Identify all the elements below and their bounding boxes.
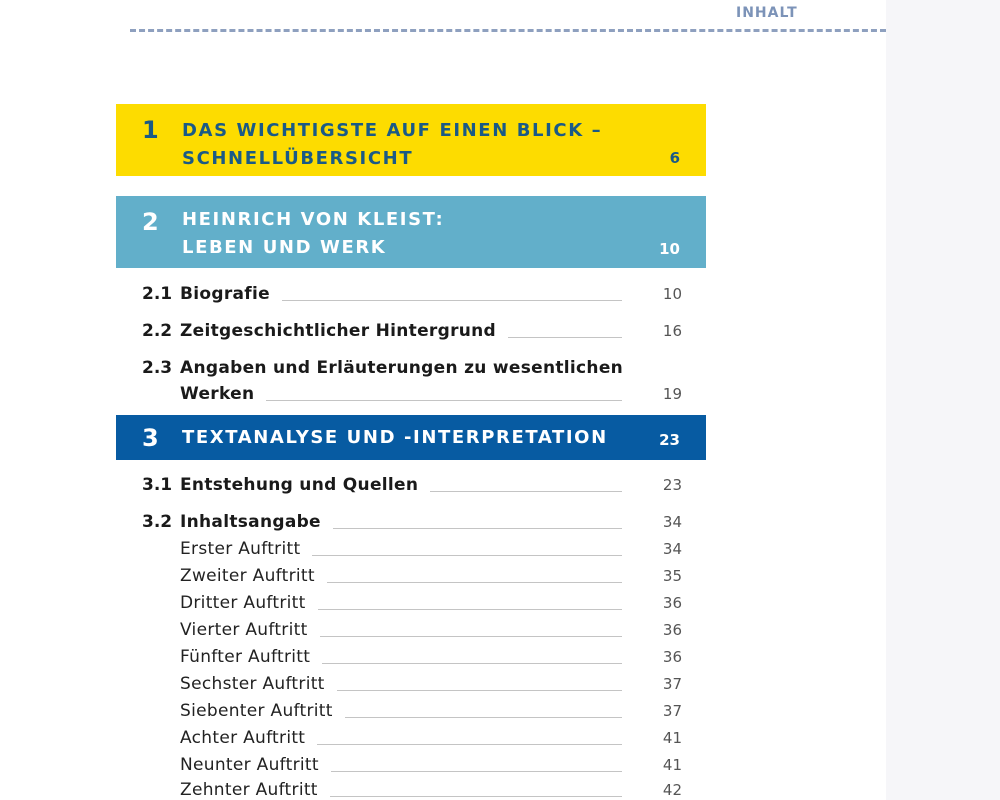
page-number: 36 <box>662 648 682 666</box>
toc-entry-row <box>180 778 682 800</box>
page-number: 34 <box>662 513 682 531</box>
toc-subentry[interactable] <box>140 645 682 669</box>
subsection-label: Vierter Auftritt <box>180 620 308 640</box>
dot-leader <box>337 689 622 691</box>
section-number: 2.3 <box>142 358 173 378</box>
toc-entry-row <box>180 672 682 696</box>
section-label-line-2: Werken <box>180 384 255 404</box>
toc-subentry[interactable] <box>140 591 682 615</box>
subsection-label: Dritter Auftritt <box>180 593 306 613</box>
chapter-3-banner[interactable] <box>116 415 706 460</box>
toc-entry-2-3[interactable] <box>140 356 682 406</box>
dot-leader <box>282 299 622 301</box>
section-label: Biografie <box>180 284 270 304</box>
dot-leader <box>320 635 622 637</box>
dot-leader <box>312 554 622 556</box>
toc-entry-row <box>180 510 682 534</box>
subsection-label: Erster Auftritt <box>180 539 301 559</box>
chapter-title-line: DAS WICHTIGSTE AUF EINEN BLICK – <box>182 120 603 141</box>
chapter-page-number: 23 <box>659 431 680 449</box>
page-number: 36 <box>662 621 682 639</box>
page-number: 41 <box>662 756 682 774</box>
page-number: 19 <box>662 385 682 403</box>
subsection-label: Neunter Auftritt <box>180 755 319 775</box>
dot-leader <box>345 716 622 718</box>
toc-entry-3-1[interactable] <box>140 473 682 497</box>
toc-subentry[interactable] <box>140 672 682 696</box>
toc-entry-row <box>180 473 682 497</box>
section-label: Zeitgeschichtlicher Hintergrund <box>180 321 497 341</box>
chapter-title-line: HEINRICH VON KLEIST: <box>182 209 445 230</box>
chapter-2-banner[interactable] <box>116 196 706 268</box>
subsection-label: Achter Auftritt <box>180 728 306 748</box>
page-number: 10 <box>662 285 682 303</box>
running-head: INHALT <box>736 5 798 21</box>
chapter-number: 1 <box>142 116 159 144</box>
page-number: 23 <box>662 476 682 494</box>
dot-leader <box>317 743 622 745</box>
subsection-label: Fünfter Auftritt <box>180 647 311 667</box>
toc-subentry[interactable] <box>140 726 682 750</box>
toc-entry-row <box>180 618 682 642</box>
page-number: 36 <box>662 594 682 612</box>
section-number: 2.1 <box>142 284 173 304</box>
page-number: 41 <box>662 729 682 747</box>
dot-leader <box>322 662 622 664</box>
toc-entry-row <box>180 537 682 561</box>
toc-entry-row <box>180 282 682 306</box>
dot-leader <box>318 608 622 610</box>
section-number: 3.1 <box>142 475 173 495</box>
dot-leader <box>327 581 622 583</box>
subsection-label: Siebenter Auftritt <box>180 701 333 721</box>
page-number: 35 <box>662 567 682 585</box>
dot-leader <box>508 336 622 338</box>
toc-entry-2-2[interactable] <box>140 319 682 343</box>
page-number: 42 <box>662 781 682 799</box>
toc-subentry[interactable] <box>140 778 682 800</box>
toc-subentry[interactable] <box>140 699 682 723</box>
dot-leader <box>333 527 622 529</box>
chapter-1-banner[interactable] <box>116 104 706 176</box>
subsection-label: Sechster Auftritt <box>180 674 325 694</box>
section-number: 3.2 <box>142 512 173 532</box>
toc-subentry[interactable] <box>140 564 682 588</box>
toc-subentry[interactable] <box>140 537 682 561</box>
page-number: 16 <box>662 322 682 340</box>
chapter-title <box>182 206 444 262</box>
section-number: 2.2 <box>142 321 173 341</box>
section-label-line-1: Angaben und Erläuterungen zu wesentlichen <box>180 358 624 378</box>
dot-leader <box>266 399 622 401</box>
chapter-number: 2 <box>142 208 159 236</box>
dot-leader <box>331 770 622 772</box>
chapter-title-line: LEBEN UND WERK <box>182 237 387 258</box>
toc-entry-row <box>180 319 682 343</box>
toc-entry-row <box>180 753 682 777</box>
dot-leader <box>330 795 622 797</box>
dot-leader <box>430 490 622 492</box>
toc-entry-row <box>180 726 682 750</box>
toc-entry-row <box>180 564 682 588</box>
subsection-label: Zehnter Auftritt <box>180 780 318 800</box>
toc-entry-row <box>180 699 682 723</box>
toc-subentry[interactable] <box>140 753 682 777</box>
toc-entry-row <box>180 591 682 615</box>
chapter-page-number: 10 <box>659 240 680 258</box>
page-number: 37 <box>662 675 682 693</box>
subsection-label: Zweiter Auftritt <box>180 566 315 586</box>
chapter-number: 3 <box>142 424 159 452</box>
chapter-title-line: SCHNELLÜBERSICHT <box>182 148 414 169</box>
section-label: Inhaltsangabe <box>180 512 321 532</box>
page-number: 34 <box>662 540 682 558</box>
toc-entry-2-1[interactable] <box>140 282 682 306</box>
section-label: Entstehung und Quellen <box>180 475 419 495</box>
toc-entry-row <box>180 645 682 669</box>
chapter-page-number: 6 <box>669 149 680 167</box>
toc-entry-row <box>180 382 682 406</box>
page-number: 37 <box>662 702 682 720</box>
chapter-title: TEXTANALYSE UND -INTERPRETATION <box>182 427 608 448</box>
chapter-title <box>182 117 602 173</box>
toc-entry-3-2[interactable] <box>140 510 682 534</box>
toc-subentry[interactable] <box>140 618 682 642</box>
